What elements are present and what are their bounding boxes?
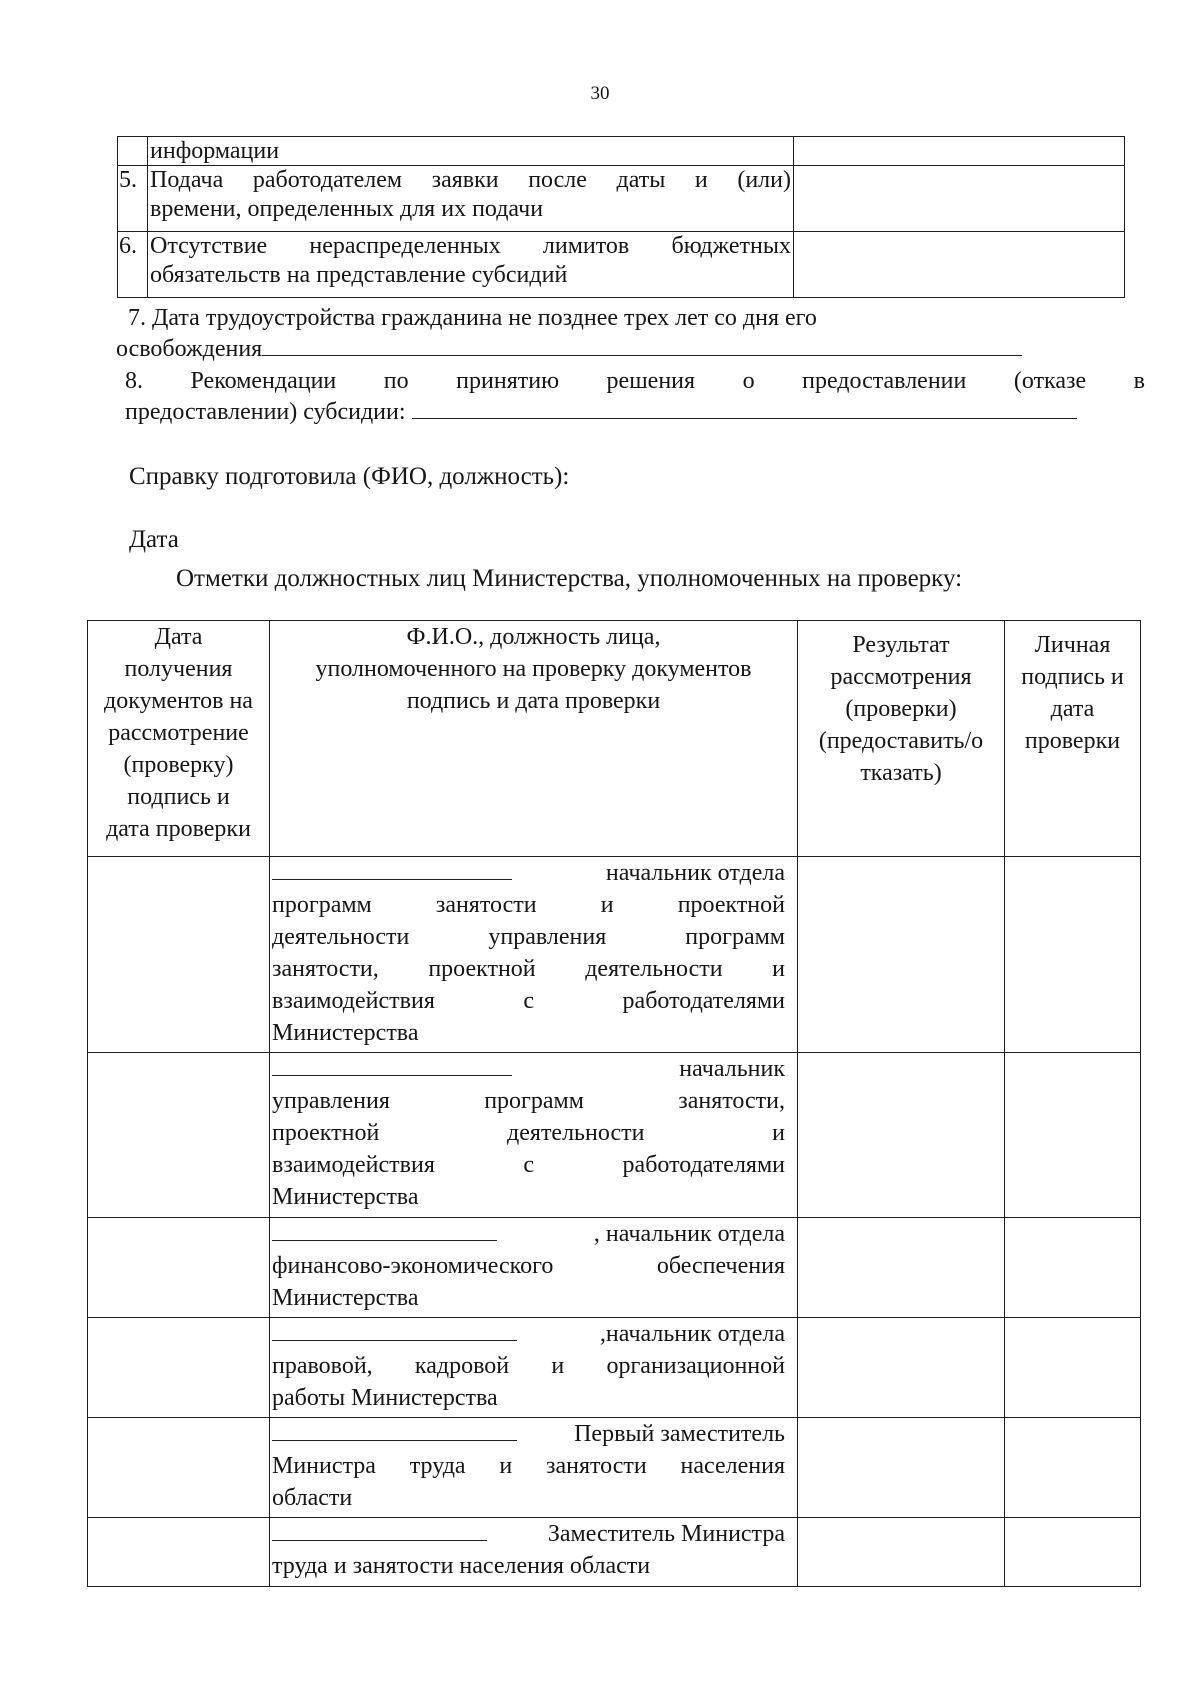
item-8-line2: предоставлении) субсидии: — [125, 399, 406, 426]
result-cell — [798, 857, 1005, 1053]
receipt-date-cell — [88, 1318, 270, 1418]
table-row — [118, 137, 1125, 166]
header-signature: Личная подпись и дата проверки — [1005, 621, 1141, 857]
signature-blank — [272, 1053, 512, 1076]
receipt-date-cell — [88, 1053, 270, 1218]
criterion-text: Отсутствие нераспределенных лимитов бюджетных обязательств на представление субсидий — [148, 232, 794, 298]
release-date-blank — [262, 333, 1022, 356]
criterion-result-cell — [794, 166, 1125, 232]
table-row — [88, 1053, 1141, 1218]
criterion-text: Подача работодателем заявки после даты и (или) времени, определенных для их подачи — [148, 166, 794, 232]
official-cell: Первый заместитель Министра труда и занятости населения области — [270, 1418, 798, 1518]
table-row — [88, 1318, 1141, 1418]
table-row — [88, 1218, 1141, 1318]
prepared-by-label: Справку подготовила (ФИО, должность): — [129, 463, 570, 490]
receipt-date-cell — [88, 857, 270, 1053]
signature-blank — [272, 1318, 517, 1341]
signature-cell — [1005, 857, 1141, 1053]
official-cell: , начальник отдела финансово-экономического обеспечения Министерства — [270, 1218, 798, 1318]
item-8 — [125, 367, 1145, 428]
signoff-table — [87, 620, 1141, 1587]
result-cell — [798, 1218, 1005, 1318]
signature-blank — [272, 1418, 517, 1441]
row-number: 6. — [118, 232, 148, 298]
row-number — [118, 137, 148, 166]
item-7-line2: освобождения — [116, 336, 263, 363]
table-row — [88, 1418, 1141, 1518]
table-row — [118, 166, 1125, 232]
header-result: Результат рассмотрения (проверки) (предоставить/о тказать) — [798, 621, 1005, 857]
item-8-line1: 8. Рекомендации по принятию решения о предоставлении (отказе в — [125, 368, 1145, 394]
row-number: 5. — [118, 166, 148, 232]
header-official: Ф.И.О., должность лица, уполномоченного на проверку документов подпись и дата проверки — [270, 621, 798, 857]
table-header-row — [88, 621, 1141, 857]
criteria-table — [117, 136, 1125, 298]
signature-cell — [1005, 1418, 1141, 1518]
signature-cell — [1005, 1218, 1141, 1318]
receipt-date-cell — [88, 1418, 270, 1518]
official-cell: начальник управления программ занятости, проектной деятельности и взаимодействия с работодателями Министерства — [270, 1053, 798, 1218]
official-cell: Заместитель Министра труда и занятости населения области — [270, 1518, 798, 1587]
signature-cell — [1005, 1318, 1141, 1418]
receipt-date-cell — [88, 1218, 270, 1318]
signature-blank — [272, 1218, 497, 1241]
table-row — [88, 1518, 1141, 1587]
item-7-line1: 7. Дата трудоустройства гражданина не позднее трех лет со дня его — [128, 305, 817, 331]
receipt-date-cell — [88, 1518, 270, 1587]
signature-blank — [272, 857, 512, 880]
header-receipt-date: Дата получения документов на рассмотрение (проверку) подпись и дата проверки — [88, 621, 270, 857]
marks-heading: Отметки должностных лиц Министерства, уполномоченных на проверку: — [176, 565, 963, 592]
result-cell — [798, 1053, 1005, 1218]
page-number: 30 — [590, 83, 610, 104]
result-cell — [798, 1318, 1005, 1418]
criterion-result-cell — [794, 137, 1125, 166]
criterion-result-cell — [794, 232, 1125, 298]
result-cell — [798, 1418, 1005, 1518]
official-cell: начальник отдела программ занятости и проектной деятельности управления программ занятости, проектной деятельности и взаимодействия с работодателями Министерства — [270, 857, 798, 1053]
signature-blank — [272, 1518, 487, 1541]
table-row — [88, 857, 1141, 1053]
signature-cell — [1005, 1518, 1141, 1587]
table-row — [118, 232, 1125, 298]
item-7 — [116, 304, 1056, 365]
recommendation-blank — [412, 396, 1077, 419]
result-cell — [798, 1518, 1005, 1587]
official-cell: ,начальник отдела правовой, кадровой и организационной работы Министерства — [270, 1318, 798, 1418]
criterion-text: информации — [148, 137, 794, 166]
date-label: Дата — [129, 526, 179, 553]
signature-cell — [1005, 1053, 1141, 1218]
